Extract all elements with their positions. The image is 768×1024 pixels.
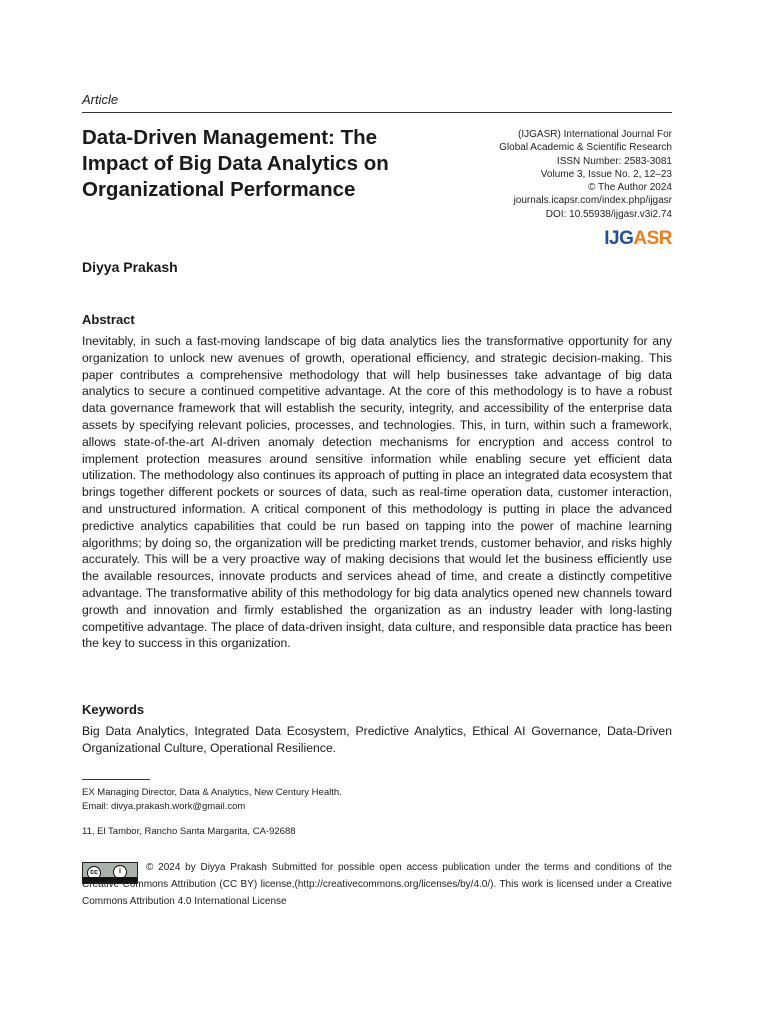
title-line-3: Organizational Performance — [82, 178, 356, 201]
logo-part-2: ASR — [633, 228, 672, 249]
journal-doi[interactable]: DOI: 10.55938/ijgasr.v3i2.74 — [545, 208, 672, 220]
author-address: 11, El Tambor, Rancho Santa Margarita, CA-92688 — [82, 826, 296, 837]
logo-part-1: IJG — [604, 228, 634, 249]
license-text: © 2024 by Diyya Prakash Submitted for possible open access publication under the terms and conditions of the Creative Commons Attribution (CC BY) license,(http://creativecommons.org/licenses/by/4.0/). This work is licensed under a Creative Commons Attribution 4.0 International License — [82, 862, 672, 907]
header-divider — [82, 112, 672, 113]
attribution-person-icon: i — [113, 865, 127, 879]
cc-icon: cc — [87, 866, 101, 880]
title-line-2: Impact of Big Data Analytics on — [82, 152, 389, 175]
journal-volume: Volume 3, Issue No. 2, 12–23 — [540, 168, 672, 180]
license-statement — [82, 859, 672, 910]
journal-issn: ISSN Number: 2583-3081 — [556, 155, 672, 167]
keywords-text: Big Data Analytics, Integrated Data Ecosystem, Predictive Analytics, Ethical AI Governance, Data-Driven Organizational Culture, Operational Resilience. — [82, 724, 672, 755]
journal-logo — [604, 228, 672, 250]
paper-page — [82, 0, 672, 1024]
journal-url[interactable]: journals.icapsr.com/index.php/ijgasr — [513, 195, 672, 207]
title-line-1: Data-Driven Management: The — [82, 126, 378, 149]
author-name: Diyya Prakash — [82, 259, 178, 275]
footnote-divider — [82, 779, 150, 780]
journal-copyright: © The Author 2024 — [588, 182, 672, 194]
article-type-label: Article — [82, 92, 119, 107]
author-email[interactable]: Email: divya.prakash.work@gmail.com — [82, 801, 246, 812]
journal-info — [442, 128, 672, 221]
journal-name-line-2: Global Academic & Scientific Research — [499, 142, 672, 154]
keywords-heading: Keywords — [82, 702, 145, 717]
journal-name-line-1: (IJGASR) International Journal For — [518, 129, 672, 140]
abstract-heading: Abstract — [82, 312, 135, 327]
author-affiliation: EX Managing Director, Data & Analytics, New Century Health. — [82, 787, 342, 798]
abstract-text: Inevitably, in such a fast-moving landscape of big data analytics lies the transformative opportunity for any organization to unlock new avenues of growth, operational efficiency, and strategic decision-making. This paper contributes a comprehensive methodology that will help businesses take advantage of big data analytics to secure a continued competitive advantage. At the core of this methodology is to have a robust data governance framework that will establish the security, integrity, and accessibility of the enterprise data assets by specifying relevant policies, processes, and technologies. This, in turn, within such a framework, allows state-of-the-art AI-driven anomaly detection mechanisms for encryption and access control to implement protection measures around sensitive information while enabling secure yet efficient data utilization. The methodology also continues its approach of putting in place an integrated data ecosystem that brings together different pockets or sources of data, such as real-time operation data, customer interaction, and unstructured information. A critical component of this methodology is putting in place the advanced predictive analytics capabilities that could be run based on tapping into the power of machine learning algorithms; by doing so, the organization will be predicting market trends, customer behavior, and risks highly accurately. This will be a very proactive way of making decisions that would let the business efficiently use the available resources, innovate products and services ahead of time, and create a distinctly competitive advantage. The transformative ability of this methodology for big data analytics opened new channels toward growth and innovation and firmly established the organization as an industry leader with long-lasting competitive advantage. The place of data-driven insight, data culture, and responsible data practice has been the key to success in this organization. — [82, 334, 672, 651]
paper-title — [82, 125, 442, 203]
